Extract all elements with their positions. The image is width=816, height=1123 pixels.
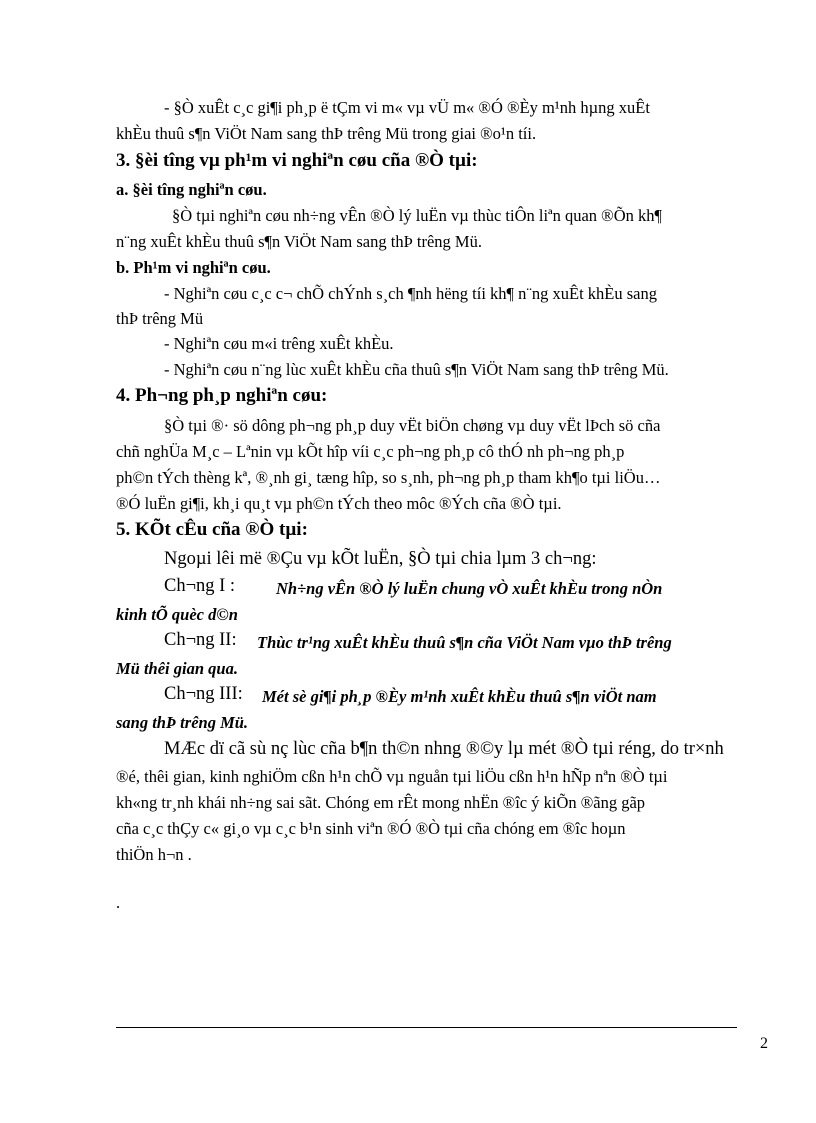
list-item: - Nghiªn cøu m«i trêng xuÊt khÈu.	[164, 334, 394, 353]
chapter-3-title-continuation: sang thÞ trêng Mü.	[116, 713, 249, 732]
chapter-2-title-continuation: Mü thêi gian qua.	[116, 659, 238, 678]
paragraph-text: Ngoµi lêi më ®Çu vµ kÕt luËn, §Ò tµi chia lµm 3 ch¬ng:	[164, 549, 597, 569]
objective-line-2: khÈu thuû s¶n ViÖt Nam sang thÞ trêng Mü trong giai ®o¹n tíi.	[116, 124, 537, 143]
list-item-continuation: thÞ trêng Mü	[116, 309, 204, 328]
section-4-heading: 4. Ph¬ng ph¸p nghiªn cøu:	[116, 385, 328, 406]
section-5-heading: 5. KÕt cÊu cña ®Ò tµi:	[116, 519, 308, 540]
paragraph-text: §Ò tµi ®· sö dông ph¬ng ph¸p duy vËt biÖn chøng vµ duy vËt lÞch sö cña	[164, 416, 661, 435]
paragraph-text: ®Ó luËn gi¶i, kh¸i qu¸t vµ ph©n tÝch theo môc ®Ých cña ®Ò tµi.	[116, 494, 562, 513]
section-3-heading: 3. §èi tîng vµ ph¹m vi nghiªn cøu cña ®Ò tµi:	[116, 150, 478, 171]
chapter-2-title: Thùc tr¹ng xuÊt khÈu thuû s¶n cña ViÖt Nam vµo thÞ trêng	[257, 633, 672, 652]
paragraph-text: ®é, thêi gian, kinh nghiÖm cßn h¹n chÕ vµ nguån tµi liÖu cßn h¹n hÑp nªn ®Ò tµi	[116, 767, 668, 786]
objective-line-1: - §Ò xuÊt c¸c gi¶i ph¸p ë tÇm vi m« vµ vÜ m« ®Ó ®Èy m¹nh hµng xuÊt	[164, 98, 650, 117]
paragraph-text: thiÖn h¬n .	[116, 845, 192, 864]
chapter-3-label: Ch¬ng III:	[164, 684, 243, 704]
paragraph-text: §Ò tµi nghiªn cøu nh÷ng vÊn ®Ò lý luËn vµ thùc tiÔn liªn quan ®Õn kh¶	[172, 206, 662, 225]
paragraph-text: ph©n tÝch thèng kª, ®¸nh gi¸ tæng hîp, so s¸nh, ph¬ng ph¸p tham kh¶o tµi liÖu…	[116, 468, 661, 487]
chapter-2-label: Ch¬ng II:	[164, 630, 237, 650]
paragraph-text: kh«ng tr¸nh khái nh÷ng sai sãt. Chóng em rÊt mong nhËn ®îc ý kiÕn ®ãng gãp	[116, 793, 646, 812]
stray-dot: .	[116, 893, 121, 912]
paragraph-text: n¨ng xuÊt khÈu thuû s¶n ViÖt Nam sang thÞ trêng Mü.	[116, 232, 482, 251]
paragraph-text: cña c¸c thÇy c« gi¸o vµ c¸c b¹n sinh viªn ®Ó ®Ò tµi cña chóng em ®îc hoµn	[116, 819, 626, 838]
chapter-1-label: Ch¬ng I :	[164, 576, 236, 596]
chapter-1-title-continuation: kinh tÕ quèc d©n	[116, 605, 238, 624]
list-item: - Nghiªn cøu n¨ng lùc xuÊt khÈu cña thuû s¶n ViÖt Nam sang thÞ trêng Mü.	[164, 360, 669, 379]
chapter-1-title: Nh÷ng vÊn ®Ò lý luËn chung vÒ xuÊt khÈu trong nÒn	[276, 579, 663, 598]
footer-rule	[116, 1027, 737, 1028]
chapter-3-title: Mét sè gi¶i ph¸p ®Èy m¹nh xuÊt khÈu thuû s¶n viÖt nam	[262, 687, 657, 706]
section-3b-heading: b. Ph¹m vi nghiªn cøu.	[116, 258, 271, 277]
section-3a-heading: a. §èi tîng nghiªn cøu.	[116, 180, 267, 199]
page-number: 2	[760, 1035, 768, 1052]
paragraph-text: MÆc dï cã sù nç lùc cña b¶n th©n nhng ®©y lµ mét ®Ò tµi réng, do tr×nh	[164, 739, 724, 759]
list-item: - Nghiªn cøu c¸c c¬ chÕ chÝnh s¸ch ¶nh hëng tíi kh¶ n¨ng xuÊt khÈu sang	[164, 284, 657, 303]
paragraph-text: chñ nghÜa M¸c – Lªnin vµ kÕt hîp víi c¸c ph¬ng ph¸p cô thÓ nh ph¬ng ph¸p	[116, 442, 625, 461]
